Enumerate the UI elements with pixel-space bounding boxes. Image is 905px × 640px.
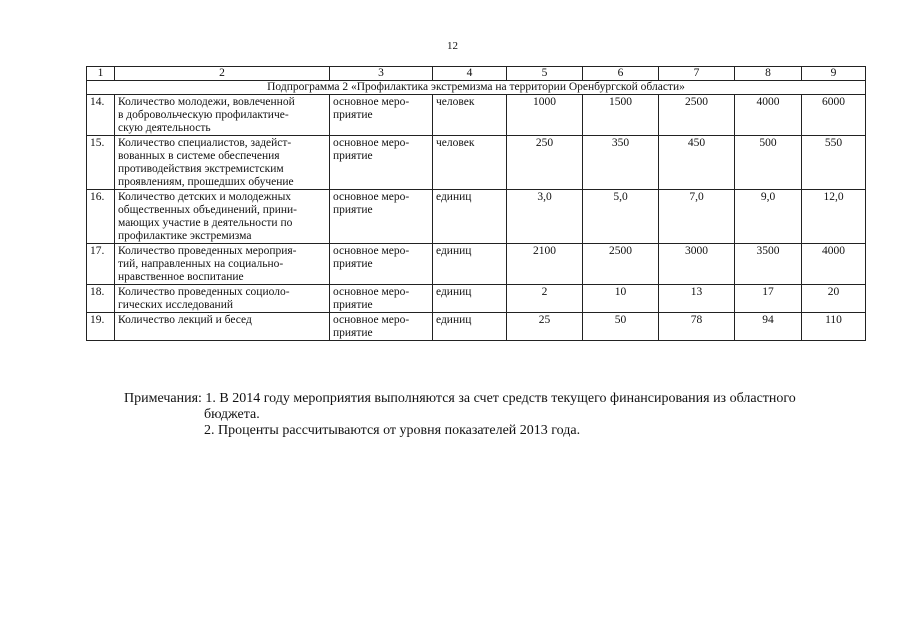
indicator-type bbox=[330, 95, 433, 136]
value: 10 bbox=[583, 285, 659, 313]
value: 2 bbox=[507, 285, 583, 313]
indicator-type bbox=[330, 190, 433, 244]
note-1-continuation: бюджета. bbox=[204, 407, 260, 422]
unit: человек bbox=[433, 95, 507, 136]
value: 500 bbox=[735, 136, 802, 190]
value: 3500 bbox=[735, 244, 802, 285]
value: 350 bbox=[583, 136, 659, 190]
indicator-name-line: гических исследований bbox=[118, 299, 234, 311]
value: 2100 bbox=[507, 244, 583, 285]
column-number: 6 bbox=[583, 67, 659, 81]
value: 110 bbox=[802, 313, 866, 341]
indicator-name bbox=[115, 285, 330, 313]
column-number: 1 bbox=[87, 67, 115, 81]
indicators-table bbox=[86, 66, 866, 341]
unit: единиц bbox=[433, 190, 507, 244]
value: 20 bbox=[802, 285, 866, 313]
value: 50 bbox=[583, 313, 659, 341]
indicator-name-line: Количество специалистов, задейст- bbox=[118, 137, 292, 149]
value: 1000 bbox=[507, 95, 583, 136]
indicator-name-line: Количество лекций и бесед bbox=[118, 314, 252, 326]
page-number: 12 bbox=[447, 40, 458, 52]
column-number: 2 bbox=[115, 67, 330, 81]
indicator-name-line: Количество проведенных мероприя- bbox=[118, 245, 297, 257]
column-number: 8 bbox=[735, 67, 802, 81]
table-row bbox=[87, 313, 866, 341]
column-number: 3 bbox=[330, 67, 433, 81]
indicator-type bbox=[330, 313, 433, 341]
column-number: 9 bbox=[802, 67, 866, 81]
column-number: 4 bbox=[433, 67, 507, 81]
indicator-type-line: приятие bbox=[333, 204, 373, 216]
value: 12,0 bbox=[802, 190, 866, 244]
table-row bbox=[87, 136, 866, 190]
unit: единиц bbox=[433, 244, 507, 285]
column-number: 5 bbox=[507, 67, 583, 81]
indicator-name-line: скую деятельность bbox=[118, 122, 211, 134]
row-number: 14. bbox=[87, 95, 115, 136]
indicator-name-line: тий, направленных на социально- bbox=[118, 258, 284, 270]
value: 17 bbox=[735, 285, 802, 313]
value: 13 bbox=[659, 285, 735, 313]
indicator-type-line: основное меро- bbox=[333, 191, 410, 203]
indicator-name-line: Количество детских и молодежных bbox=[118, 191, 292, 203]
note-2: 2. Проценты рассчитываются от уровня показателей 2013 года. bbox=[204, 423, 581, 438]
indicator-type-line: основное меро- bbox=[333, 245, 410, 257]
indicator-name-line: профилактике экстремизма bbox=[118, 230, 252, 242]
subprogram-title: Подпрограмма 2 «Профилактика экстремизма на территории Оренбургской области» bbox=[87, 81, 866, 95]
note-1: Примечания: 1. В 2014 году мероприятия выполняются за счет средств текущего финансирования из областного bbox=[124, 391, 796, 406]
indicator-name-line: нравственное воспитание bbox=[118, 271, 244, 283]
indicator-name-line: проявлениям, прошедших обучение bbox=[118, 176, 294, 188]
indicator-type-line: основное меро- bbox=[333, 314, 410, 326]
indicator-name bbox=[115, 313, 330, 341]
table-row bbox=[87, 285, 866, 313]
indicator-name-line: противодействия экстремистским bbox=[118, 163, 284, 175]
value: 6000 bbox=[802, 95, 866, 136]
indicator-type-line: приятие bbox=[333, 327, 373, 339]
indicator-type bbox=[330, 244, 433, 285]
unit: человек bbox=[433, 136, 507, 190]
value: 2500 bbox=[659, 95, 735, 136]
value: 1500 bbox=[583, 95, 659, 136]
indicator-name bbox=[115, 136, 330, 190]
indicator-name bbox=[115, 95, 330, 136]
value: 5,0 bbox=[583, 190, 659, 244]
value: 3000 bbox=[659, 244, 735, 285]
indicator-name-line: мающих участие в деятельности по bbox=[118, 217, 293, 229]
value: 9,0 bbox=[735, 190, 802, 244]
unit: единиц bbox=[433, 285, 507, 313]
row-number: 16. bbox=[87, 190, 115, 244]
unit: единиц bbox=[433, 313, 507, 341]
value: 250 bbox=[507, 136, 583, 190]
row-number: 19. bbox=[87, 313, 115, 341]
indicator-name bbox=[115, 190, 330, 244]
row-number: 17. bbox=[87, 244, 115, 285]
column-number: 7 bbox=[659, 67, 735, 81]
value: 4000 bbox=[735, 95, 802, 136]
row-number: 18. bbox=[87, 285, 115, 313]
indicator-name-line: в добровольческую профилактиче- bbox=[118, 109, 289, 121]
indicator-type-line: основное меро- bbox=[333, 137, 410, 149]
indicator-type-line: основное меро- bbox=[333, 286, 410, 298]
indicator-type bbox=[330, 285, 433, 313]
value: 3,0 bbox=[507, 190, 583, 244]
indicator-type-line: приятие bbox=[333, 299, 373, 311]
value: 2500 bbox=[583, 244, 659, 285]
table-row bbox=[87, 95, 866, 136]
value: 78 bbox=[659, 313, 735, 341]
notes bbox=[124, 391, 864, 439]
indicator-name-line: Количество проведенных социоло- bbox=[118, 286, 290, 298]
row-number: 15. bbox=[87, 136, 115, 190]
value: 25 bbox=[507, 313, 583, 341]
indicator-name-line: вованных в системе обеспечения bbox=[118, 150, 280, 162]
indicator-type-line: приятие bbox=[333, 258, 373, 270]
indicator-type bbox=[330, 136, 433, 190]
value: 7,0 bbox=[659, 190, 735, 244]
indicator-name bbox=[115, 244, 330, 285]
table-row bbox=[87, 190, 866, 244]
indicator-type-line: приятие bbox=[333, 150, 373, 162]
value: 94 bbox=[735, 313, 802, 341]
subprogram-title-row bbox=[87, 81, 866, 95]
indicator-name-line: Количество молодежи, вовлеченной bbox=[118, 96, 295, 108]
value: 4000 bbox=[802, 244, 866, 285]
table-row bbox=[87, 244, 866, 285]
indicator-type-line: основное меро- bbox=[333, 96, 410, 108]
column-number-row bbox=[87, 67, 866, 81]
indicator-name-line: общественных объединений, прини- bbox=[118, 204, 297, 216]
indicator-type-line: приятие bbox=[333, 109, 373, 121]
value: 450 bbox=[659, 136, 735, 190]
value: 550 bbox=[802, 136, 866, 190]
